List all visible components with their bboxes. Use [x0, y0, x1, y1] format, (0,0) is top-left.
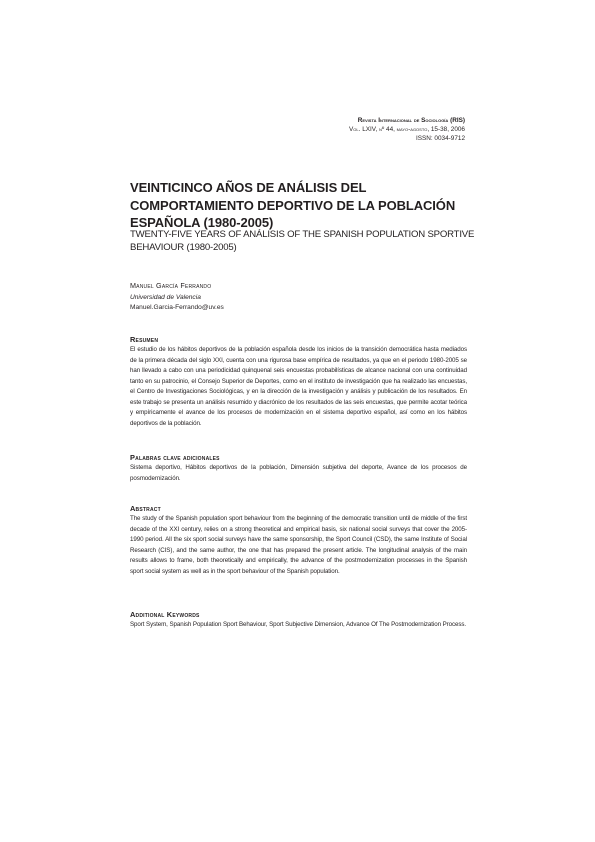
abstract-section: [130, 504, 467, 577]
resumen-section: [130, 335, 467, 429]
author-name: Manuel García Ferrando: [130, 281, 212, 290]
resumen-text: El estudio de los hábitos deportivos de la población española desde los inicios de la transición democrática hasta mediados de la primera década del siglo XXI, cuenta con una rigurosa base empírica de resultados, ya que en el periodo 1980-2005 se han llevado a cabo con una periodicidad quinquenal seis encuestas probabilísticas de alcance nacional con una continuidad tanto en su patrocinio, el Consejo Superior de Deportes, como en el instituto de investigación que ha realizado las encuestas, el Centro de Investigaciones Sociológicas, y en la dirección de la investigación y análisis y publicación de los resultados. En este trabajo se presenta un análisis resumido y diacrónico de los resultados de las seis encuestas, que permite acotar teórica y empíricamente el avance de los procesos de modernización en el sistema deportivo español, así como en los hábitos deportivos de la población.: [130, 346, 467, 427]
journal-name: Revista Internacional de Sociología (RIS): [357, 117, 465, 124]
keywords-heading: Additional Keywords: [130, 610, 200, 619]
abstract-heading: Abstract: [130, 504, 161, 513]
author-block: [130, 280, 470, 312]
palabras-clave-heading: Palabras clave adicionales: [130, 453, 220, 462]
journal-volume: Vol. LXIV, nº 44, mayo-agosto, 15-38, 2006: [349, 126, 465, 134]
article-title: VEINTICINCO AÑOS DE ANÁLISIS DEL COMPORTAMIENTO DEPORTIVO DE LA POBLACIÓN ESPAÑOLA (1980-2005): [130, 180, 456, 230]
resumen-heading: Resumen: [130, 335, 159, 344]
abstract-text: The study of the Spanish population sport behaviour from the beginning of the democratic transition until de middle of the first decade of the XXI century, relies on a strong theoretical and empirical basis, six national social surveys that cover the 2005-1990 period. All the six sport social surveys have the same sponsorship, the Sport Council (CSD), the same Institute of Social Research (CIS), and the same author, the one that has prepared the present article. The longitudinal analysis of the main results allows to frame, both theoretically and empirically, the advance of the postmodernization processes in the Spanish sport social system as well as in the sport behaviour of the Spanish population.: [130, 515, 467, 575]
palabras-clave-section: [130, 453, 467, 484]
palabras-clave-text: Sistema deportivo, Hábitos deportivos de la población, Dimensión subjetiva del deporte, Avance de los procesos de posmodernización.: [130, 464, 467, 482]
journal-header: [349, 116, 465, 144]
journal-issn: ISSN: 0034-9712: [415, 135, 465, 143]
keywords-section: [130, 610, 467, 631]
author-affiliation: Universidad de Valencia: [130, 294, 201, 301]
article-title-english: TWENTY-FIVE YEARS OF ANÁLISIS OF THE SPANISH POPULATION SPORTIVE BEHAVIOUR (1980-2005): [130, 229, 475, 253]
author-email[interactable]: Manuel.Garcia-Ferrando@uv.es: [130, 303, 224, 311]
keywords-text: Sport System, Spanish Population Sport Behaviour, Sport Subjective Dimension, Advance Of The Postmodernization Process.: [130, 621, 467, 628]
